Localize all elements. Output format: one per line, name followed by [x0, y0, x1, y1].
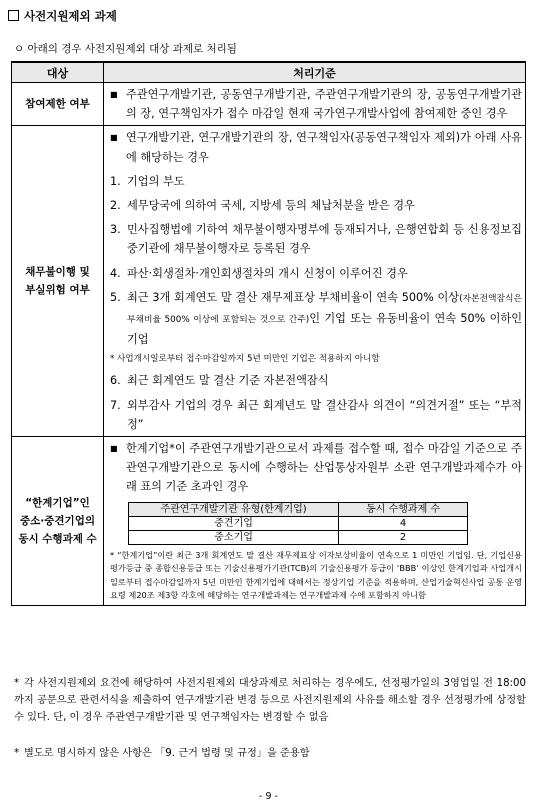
list-item: 3. 민사집행법에 기하여 채무불이행자명부에 등재되거나, 은행연합회 등 신용정보집중기관에 채무불이행자로 등록된 경우: [110, 223, 522, 256]
asterisk-icon: *: [14, 678, 20, 689]
list-item: 4. 파산·회생절차·개인회생절차의 개시 신청이 이루어진 경우: [110, 266, 408, 280]
list-item: 6. 최근 회계연도 말 결산 기준 자본전액잠식: [110, 374, 329, 388]
list-item: 2. 세무당국에 의하여 국세, 지방세 등의 체납처분을 받은 경우: [110, 199, 415, 213]
asterisk-icon: *: [14, 748, 20, 759]
section-title: 사전지원제외 과제: [8, 8, 117, 24]
table-row: [12, 83, 526, 126]
page-number: - 9 -: [259, 791, 278, 802]
table-header-row: 주관연구개발기관 유형(한계기업) 동시 수행과제 수: [129, 502, 468, 516]
row-content-participation: ■ 주관연구개발기관, 공동연구개발기관, 주관연구개발기관의 장, 공동연구개발기관의 장, 연구책임자가 접수 마감일 현재 국가연구개발사업에 참여제한 중인 경우: [104, 83, 526, 126]
note-text: * 사업개시일로부터 접수마감일까지 5년 미만인 기업은 적용하지 아니함: [110, 354, 380, 365]
square-bullet-icon: ■: [110, 444, 118, 454]
row-label-participation: 참여제한 여부: [12, 83, 104, 126]
row-label-marginal-firm: “한계기업”인 중소·중견기업의 동시 수행과제 수: [12, 437, 104, 606]
list-item: 1. 기업의 부도: [110, 174, 185, 188]
header-target: 대상: [12, 62, 104, 83]
table-header-row: [12, 62, 526, 83]
square-bullet-icon: ■: [110, 133, 118, 143]
list-item: 7. 외부감사 기업의 경우 최근 회계년도 말 결산감사 의견이 “의견거절” 또는 “부적정”: [110, 398, 522, 431]
criteria-table: [11, 61, 526, 606]
footnote-1: * 각 사전지원제외 요건에 해당하여 사전지원제외 대상과제로 처리하는 경우에도, 선정평가일의 3영업일 전 18:00까지 공문으로 관련서식을 제출하여 연구개발기관 변경 등으로 사전지원제외 사유를 해소할 경우 선정평가에 상정할 수 있다. 단, 이 경우 주관연구개발기관 및 연구책임자는 변경할 수 없음: [14, 675, 526, 726]
square-bullet-icon: ■: [110, 90, 118, 99]
row-content-marginal-firm: ■ 한계기업*이 주관연구개발기관으로서 과제를 접수할 때, 접수 마감일 기준으로 주관연구개발기관으로 동시에 수행하는 산업통상자원부 소관 연구개발과제수가 아래 표의 기준 초과인 경우 주관연구개발기관 유형(한계기업) 동시 수행과제 수 중견기업 4 중소기업 2 * “한계기업”이란 최근 3개 회계연도 말 결산 재무제표상 이자보상비율이 연속으로 1 미만인 기업임. 단, 기업신용평가등급 중 종합신용등급 또는 기술신용평가기관(TCB)의 기술신용평가 등급이 ‘BBB’ 이상인 한계기업과 사업개시일로부터 접수마감일까지 5년 미만인 한계기업에 대해서는 정상기업 기준을 적용하며, 산업기술혁신사업 공통 운영요령 제20조 제3항 각호에 해당하는 연구개발과제는 연구개발과제 수에 포함하지 아니함: [104, 437, 526, 606]
list-item: 5. 최근 3개 회계연도 말 결산 재무제표상 부채비율이 연속 500% 이상(자본전액잠식은 부채비율 500% 이상에 포함되는 것으로 간주)인 기업 또는 유동비율이 연속 50% 이하인 기업: [110, 290, 523, 347]
row-content-default-risk: ■ 연구개발기관, 연구개발기관의 장, 연구책임자(공동연구책임자 제외)가 아래 사유에 해당하는 경우 1. 기업의 부도 2. 세무당국에 의하여 국세, 지방세 등의 체납처분을 받은 경우 3. 민사집행법에 기하여 채무불이행자명부에 등재되거나, 은행연합회 등 신용정보집중기관에 채무불이행자로 등록된 경우 4. 파산·회생절차·개인회생절차의 개시 신청이 이루어진 경우 5. 최근 3개 회계연도 말 결산 재무제표상 부채비율이 연속 500% 이상(자본전액잠식은 부채비율 500% 이상에 포함되는 것으로 간주)인 기업 또는 유동비율이 연속 50% 이하인 기업 * 사업개시일로부터 접수마감일까지 5년 미만인 기업은 적용하지 아니함 6. 최근 회계연도 말 결산 기준 자본전액잠식 7. 외부감사 기업의 경우 최근 회계년도 말 결산감사 의견이 “의견거절” 또는 “부적정”: [104, 126, 526, 437]
footnote-marginal-firm: * “한계기업”이란 최근 3개 회계연도 말 결산 재무제표상 이자보상비율이 연속으로 1 미만인 기업임. 단, 기업신용평가등급 중 종합신용등급 또는 기술신용평가기관(TCB)의 기술신용평가 등급이 ‘BBB’ 이상인 한계기업과 사업개시일로부터 접수마감일까지 5년 미만인 한계기업에 대해서는 정상기업 기준을 적용하며, 산업기술혁신사업 공통 운영요령 제20조 제3항 각호에 해당하는 연구개발과제는 연구개발과제 수에 포함하지 아니함: [110, 549, 522, 601]
checkbox-square-icon: [8, 10, 19, 21]
table-row: [12, 126, 526, 437]
concurrent-project-table: [128, 502, 468, 545]
table-row: 중소기업 2: [129, 530, 468, 544]
row-label-default-risk: 채무불이행 및 부실위험 여부: [12, 126, 104, 437]
intro-text: ㅇ 아래의 경우 사전지원제외 대상 과제로 처리됨: [14, 43, 237, 55]
table-row: 중견기업 4: [129, 516, 468, 530]
footnote-2: * 별도로 명시하지 않은 사항은 「9. 근거 법령 및 규정」을 준용함: [14, 745, 526, 762]
header-criteria: 처리기준: [104, 62, 526, 83]
table-row: [12, 437, 526, 606]
